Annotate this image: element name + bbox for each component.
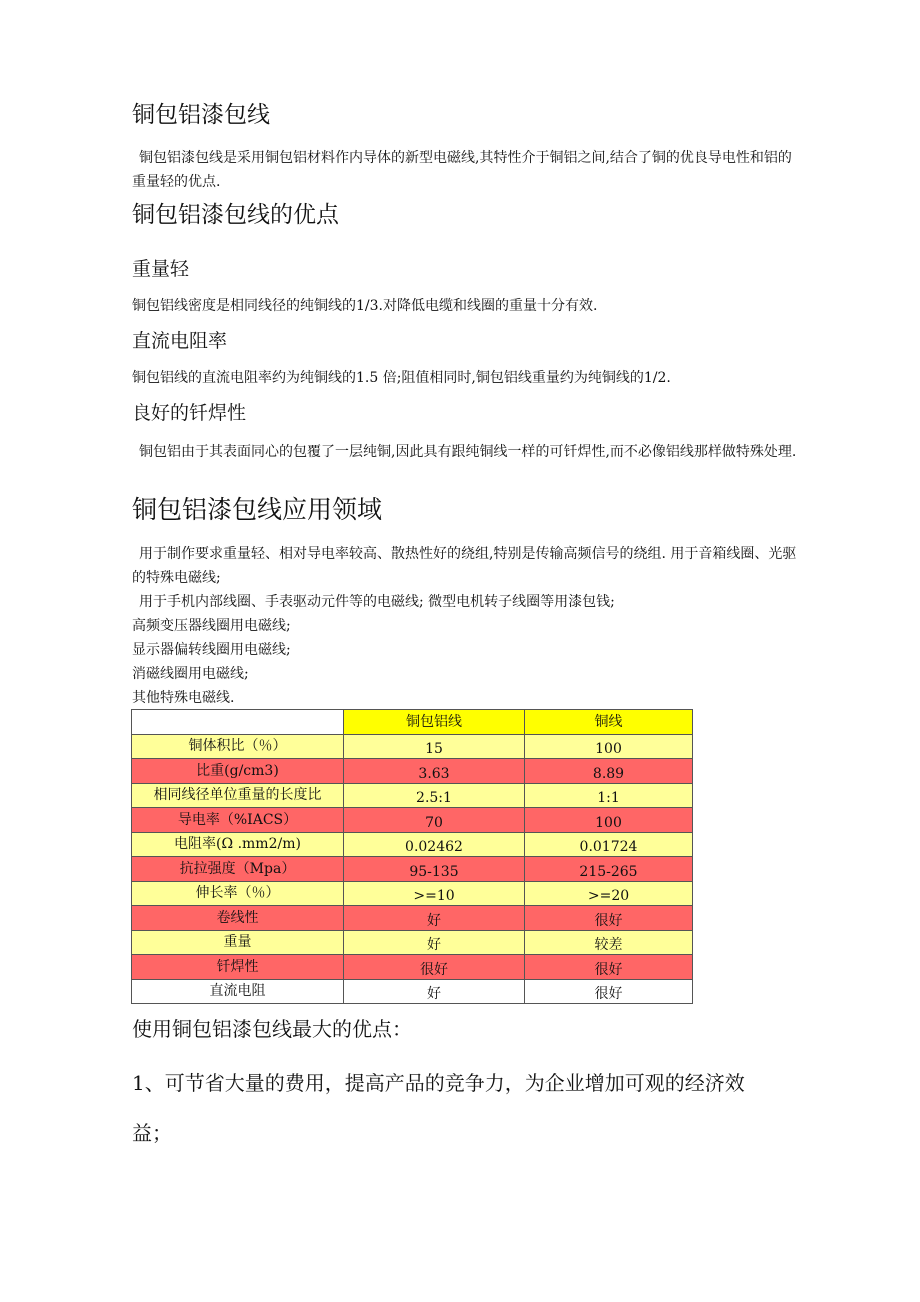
row-label-cell xyxy=(132,832,344,857)
row-copper-cell-text: 较差 xyxy=(594,937,623,954)
table-row xyxy=(132,759,693,784)
row-ccal-cell-text: 好 xyxy=(427,986,441,1003)
row-label-cell xyxy=(132,734,344,759)
row-ccal-cell-text: 0.02462 xyxy=(405,839,463,856)
row-copper-cell xyxy=(525,930,693,955)
application-item: 其他特殊电磁线. xyxy=(132,690,235,706)
row-label-cell-text: 钎焊性 xyxy=(216,958,259,975)
row-ccal-cell-text: 好 xyxy=(427,912,441,929)
row-ccal-cell xyxy=(344,930,525,955)
page-title: 铜包铝漆包线 xyxy=(132,102,270,128)
row-label-cell-text: 抗拉强度（Mpa） xyxy=(179,860,296,877)
row-ccal-cell-text: 3.63 xyxy=(418,765,450,782)
biggest-advantage-heading: 使用铜包铝漆包线最大的优点： xyxy=(132,1017,412,1041)
row-copper-cell xyxy=(525,734,693,759)
row-ccal-cell xyxy=(344,881,525,906)
row-label-cell-text: 重量 xyxy=(223,934,252,951)
row-label-cell xyxy=(132,906,344,931)
row-label-cell-text: 卷线性 xyxy=(216,909,259,926)
row-label-cell-text: 铜体积比（％） xyxy=(188,738,287,755)
row-copper-cell xyxy=(525,832,693,857)
row-copper-cell xyxy=(525,857,693,882)
table-row xyxy=(132,979,693,1004)
row-label-cell xyxy=(132,955,344,980)
row-ccal-cell xyxy=(344,955,525,980)
table-row xyxy=(132,832,693,857)
row-copper-cell xyxy=(525,881,693,906)
row-ccal-cell xyxy=(344,783,525,808)
row-ccal-cell-text: >=10 xyxy=(413,888,455,905)
table-row xyxy=(132,930,693,955)
row-ccal-cell-text: 2.5:1 xyxy=(416,790,452,807)
row-label-cell-text: 电阻率(Ω .mm2/m) xyxy=(174,836,301,853)
row-label-cell-text: 伸长率（％） xyxy=(195,885,280,902)
row-copper-cell-text: 0.01724 xyxy=(579,839,638,856)
row-copper-cell xyxy=(525,955,693,980)
advantage-title-weight: 重量轻 xyxy=(132,258,190,280)
row-ccal-cell xyxy=(344,759,525,784)
application-item: 消磁线圈用电磁线; xyxy=(132,666,249,682)
row-ccal-cell-text: 70 xyxy=(425,814,443,831)
advantage-text-resistivity: 铜包铝线的直流电阻率约为纯铜线的1.5 倍;阻值相同时,铜包铝线重量约为纯铜线的1/2. xyxy=(132,370,671,386)
advantage-title-solderability: 良好的钎焊性 xyxy=(132,402,247,424)
advantage-text-weight: 铜包铝线密度是相同线径的纯铜线的1/3.对降低电缆和线圈的重量十分有效. xyxy=(132,298,598,314)
applications-heading: 铜包铝漆包线应用领域 xyxy=(132,495,383,524)
row-copper-cell xyxy=(525,783,693,808)
row-copper-cell xyxy=(525,808,693,833)
table-row xyxy=(132,734,693,759)
advantage-title-resistivity: 直流电阻率 xyxy=(132,330,228,352)
row-label-cell xyxy=(132,783,344,808)
row-label-cell-text: 直流电阻 xyxy=(209,983,266,1000)
row-ccal-cell xyxy=(344,808,525,833)
row-copper-cell-text: 很好 xyxy=(594,986,623,1003)
row-copper-cell-text: 215-265 xyxy=(579,863,638,880)
table-row xyxy=(132,808,693,833)
header-cell-copper: 铜线 xyxy=(525,710,693,735)
advantage-text-solderability: 铜包铝由于其表面同心的包覆了一层纯铜,因此具有跟纯铜线一样的可钎焊性,而不必像铝线那样做特殊处理. xyxy=(139,444,797,460)
row-ccal-cell-text: 15 xyxy=(425,741,443,758)
table-row xyxy=(132,783,693,808)
application-item: 用于手机内部线圈、手表驱动元件等的电磁线; 微型电机转子线圈等用漆包钱; xyxy=(139,594,615,610)
row-copper-cell-text: 很好 xyxy=(594,961,623,978)
table-row xyxy=(132,955,693,980)
row-label-cell xyxy=(132,979,344,1004)
table-header-row xyxy=(132,710,693,735)
table-row xyxy=(132,881,693,906)
row-copper-cell-text: 8.89 xyxy=(592,765,625,782)
intro-paragraph: 铜包铝漆包线是采用铜包铝材料作内导体的新型电磁线,其特性介于铜铝之间,结合了铜的优良导电性和铝的重量轻的优点. xyxy=(132,150,792,190)
row-label-cell-text: 导电率（%IACS） xyxy=(177,811,298,828)
table-row xyxy=(132,906,693,931)
row-label-cell-text: 相同线径单位重量的长度比 xyxy=(153,787,322,804)
row-copper-cell xyxy=(525,979,693,1004)
row-ccal-cell-text: 好 xyxy=(427,937,441,954)
advantages-heading: 铜包铝漆包线的优点 xyxy=(132,202,339,228)
row-ccal-cell-text: 很好 xyxy=(420,961,448,978)
row-label-cell xyxy=(132,881,344,906)
row-copper-cell-text: 100 xyxy=(595,814,622,831)
row-copper-cell-text: 100 xyxy=(595,741,622,758)
application-item: 用于制作要求重量轻、相对导电率较高、散热性好的绕组,特别是传输高频信号的绕组. 用于音箱线圈、光驱的特殊电磁线; xyxy=(132,546,797,586)
row-ccal-cell xyxy=(344,832,525,857)
row-copper-cell xyxy=(525,906,693,931)
application-item: 高频变压器线圈用电磁线; xyxy=(132,618,291,634)
header-cell-ccal: 铜包铝线 xyxy=(344,710,525,735)
row-label-cell xyxy=(132,857,344,882)
header-cell-empty xyxy=(132,710,344,735)
comparison-table xyxy=(131,709,693,1004)
row-ccal-cell xyxy=(344,857,525,882)
table-row xyxy=(132,857,693,882)
application-item: 显示器偏转线圈用电磁线; xyxy=(132,642,291,658)
row-ccal-cell xyxy=(344,979,525,1004)
row-label-cell xyxy=(132,759,344,784)
row-copper-cell-text: 1:1 xyxy=(597,790,620,807)
row-copper-cell-text: 很好 xyxy=(594,912,623,929)
row-ccal-cell-text: 95-135 xyxy=(409,863,459,880)
point-1: 1、可节省大量的费用，提高产品的竞争力，为企业增加可观的经济效益； xyxy=(132,1071,745,1145)
row-label-cell xyxy=(132,808,344,833)
row-ccal-cell xyxy=(344,734,525,759)
row-label-cell xyxy=(132,930,344,955)
row-label-cell-text: 比重(g/cm3) xyxy=(196,762,279,779)
row-copper-cell xyxy=(525,759,693,784)
row-copper-cell-text: >=20 xyxy=(587,888,630,905)
row-ccal-cell xyxy=(344,906,525,931)
